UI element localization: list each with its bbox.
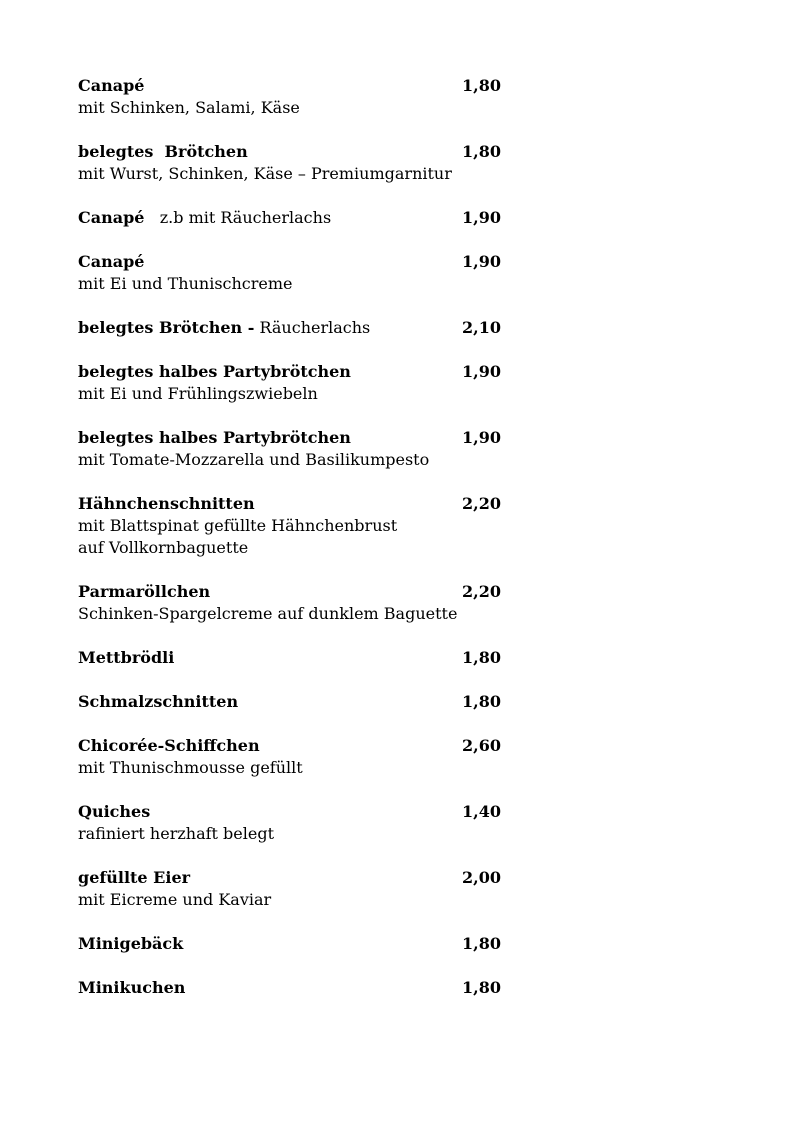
item-description: Schinken-Spargelcreme auf dunklem Baguette <box>78 604 458 623</box>
menu-item <box>78 933 538 955</box>
item-name: Quiches <box>78 802 151 821</box>
item-name: Parmaröllchen <box>78 582 211 601</box>
menu-item <box>78 647 538 669</box>
item-price: 2,10 <box>462 318 501 337</box>
menu-item <box>78 691 538 713</box>
item-name: gefüllte Eier <box>78 868 191 887</box>
item-name: belegtes Brötchen - <box>78 318 255 337</box>
menu-list <box>78 75 538 999</box>
item-description: mit Wurst, Schinken, Käse – Premiumgarnitur <box>78 164 452 183</box>
item-price: 1,90 <box>462 252 501 271</box>
menu-item <box>78 251 538 295</box>
item-description: mit Thunischmousse gefüllt <box>78 758 303 777</box>
item-description: auf Vollkornbaguette <box>78 538 249 557</box>
item-price: 1,90 <box>462 362 501 381</box>
item-price: 1,40 <box>462 802 501 821</box>
item-name: Canapé <box>78 208 145 227</box>
item-name: Canapé <box>78 252 145 271</box>
item-description: mit Schinken, Salami, Käse <box>78 98 300 117</box>
menu-item <box>78 735 538 779</box>
item-name: Minikuchen <box>78 978 186 997</box>
item-name: belegtes halbes Partybrötchen <box>78 428 351 447</box>
item-price: 1,80 <box>462 76 501 95</box>
menu-item <box>78 361 538 405</box>
item-description: mit Ei und Frühlingszwiebeln <box>78 384 318 403</box>
item-name: Schmalzschnitten <box>78 692 239 711</box>
menu-item <box>78 801 538 845</box>
item-price: 1,80 <box>462 692 501 711</box>
item-description: mit Ei und Thunischcreme <box>78 274 293 293</box>
menu-item <box>78 141 538 185</box>
item-name: belegtes halbes Partybrötchen <box>78 362 351 381</box>
menu-item <box>78 75 538 119</box>
menu-item <box>78 581 538 625</box>
menu-item <box>78 317 538 339</box>
item-price: 1,80 <box>462 978 501 997</box>
item-price: 2,20 <box>462 582 501 601</box>
item-name: Minigebäck <box>78 934 184 953</box>
menu-item <box>78 207 538 229</box>
item-name: Mettbrödli <box>78 648 175 667</box>
item-inline-description: Räucherlachs <box>259 318 371 337</box>
menu-item <box>78 977 538 999</box>
item-name: Chicorée-Schiffchen <box>78 736 260 755</box>
item-description: mit Blattspinat gefüllte Hähnchenbrust <box>78 516 398 535</box>
item-inline-description: z.b mit Räucherlachs <box>159 208 332 227</box>
item-price: 1,80 <box>462 648 501 667</box>
item-description: rafiniert herzhaft belegt <box>78 824 275 843</box>
item-name: Canapé <box>78 76 145 95</box>
item-price: 1,80 <box>462 142 501 161</box>
menu-item <box>78 427 538 471</box>
item-name: belegtes Brötchen <box>78 142 248 161</box>
item-price: 1,80 <box>462 934 501 953</box>
item-description: mit Eicreme und Kaviar <box>78 890 272 909</box>
item-price: 1,90 <box>462 208 501 227</box>
menu-item <box>78 867 538 911</box>
item-price: 2,00 <box>462 868 501 887</box>
item-price: 1,90 <box>462 428 501 447</box>
item-price: 2,20 <box>462 494 501 513</box>
item-price: 2,60 <box>462 736 501 755</box>
item-name: Hähnchenschnitten <box>78 494 255 513</box>
item-description: mit Tomate-Mozzarella und Basilikumpesto <box>78 450 430 469</box>
menu-item <box>78 493 538 559</box>
